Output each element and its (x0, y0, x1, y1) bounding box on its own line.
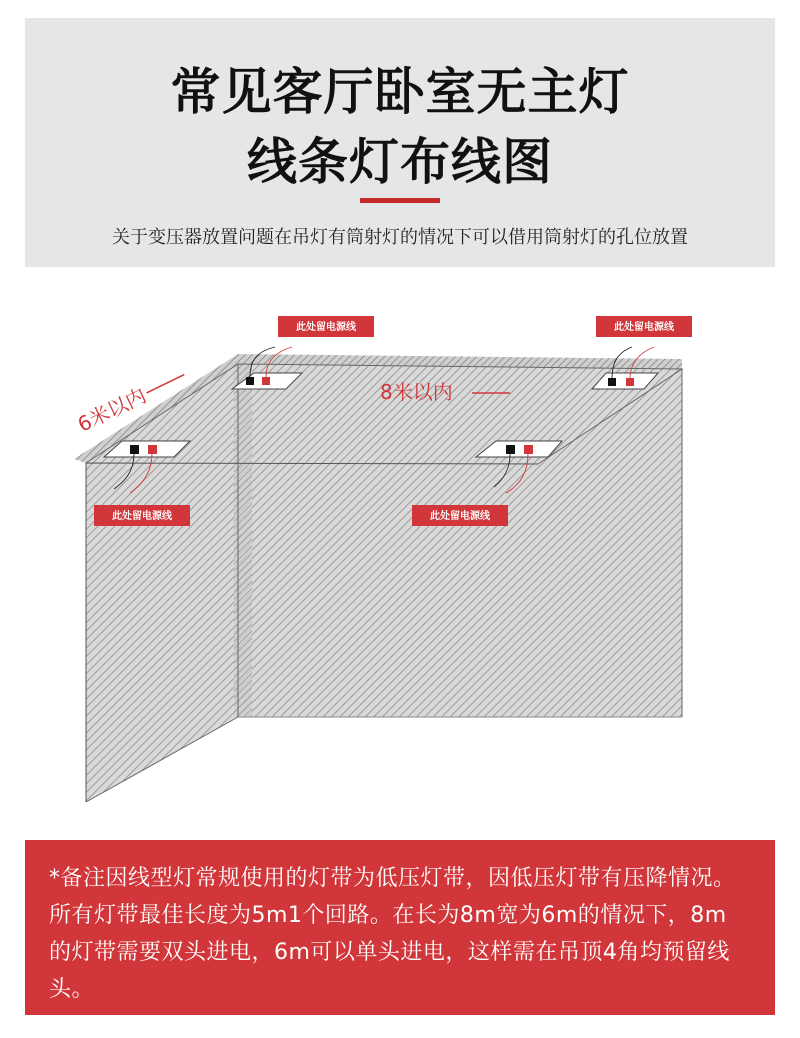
left-wall (86, 364, 238, 802)
wall-corner (234, 364, 252, 717)
power-tag-front-left (94, 505, 190, 526)
power-tag-label: 此处留电源线 (112, 511, 172, 522)
power-tag-back-right (596, 316, 692, 337)
power-tag-label: 此处留电源线 (430, 511, 490, 522)
accent-divider (360, 198, 440, 203)
note-text: *备注因线型灯常规使用的灯带为低压灯带，因低压灯带有压降情况。所有灯带最佳长度为5m1个回路。在长为8m宽为6m的情况下，8m的灯带需要双头进电，6m可以单头进电，这样需在吊顶4角均预留线头。 (49, 866, 736, 1002)
width-label: 6米以内 (73, 383, 150, 437)
power-tag-label: 此处留电源线 (614, 322, 674, 333)
power-tag-label: 此处留电源线 (296, 322, 356, 333)
wiring-diagram (0, 267, 800, 840)
page-subtitle-title: 线条灯布线图 (247, 133, 553, 191)
header-description: 关于变压器放置问题在吊灯有筒射灯的情况下可以借用筒射灯的孔位放置 (112, 227, 688, 248)
note-panel (25, 840, 775, 1015)
header-panel (25, 18, 775, 267)
page-title: 常见客厅卧室无主灯 (170, 63, 630, 121)
power-tag-back-left (278, 316, 374, 337)
room-illustration (0, 267, 800, 840)
power-tag-front-right (412, 505, 508, 526)
length-label: 8米以内 (380, 380, 453, 404)
